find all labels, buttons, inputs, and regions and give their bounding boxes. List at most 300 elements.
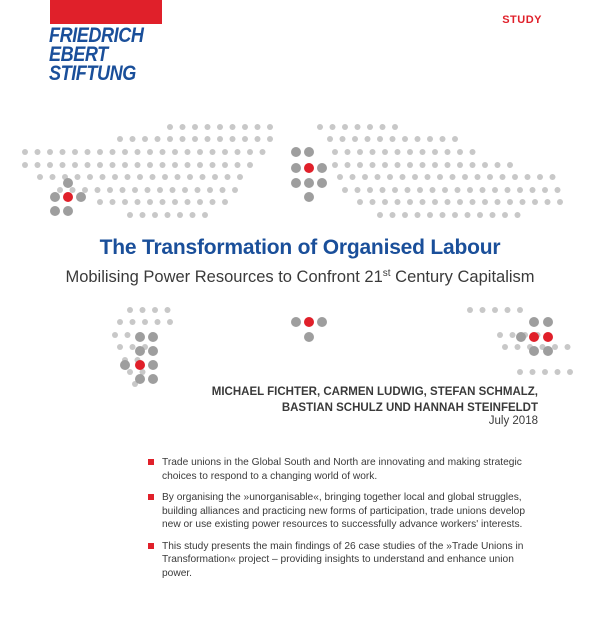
map-dot [242, 124, 248, 130]
map-dot [529, 317, 539, 327]
map-dot [380, 124, 386, 130]
map-dot [205, 136, 211, 142]
map-dot [160, 162, 166, 168]
map-dot [197, 199, 203, 205]
map-dot [222, 149, 228, 155]
map-dot [495, 199, 501, 205]
map-dot [495, 162, 501, 168]
map-dot [185, 199, 191, 205]
map-dot [291, 163, 301, 173]
map-dot [345, 162, 351, 168]
map-dot [22, 162, 28, 168]
map-dot [185, 149, 191, 155]
map-dot [135, 374, 145, 384]
map-dot [327, 136, 333, 142]
map-dot [165, 212, 171, 218]
map-dot [135, 360, 145, 370]
map-dot [490, 212, 496, 218]
map-dot [117, 344, 123, 350]
map-dot [525, 174, 531, 180]
map-dot [502, 344, 508, 350]
map-dot [557, 199, 563, 205]
map-dot [317, 124, 323, 130]
map-dot [395, 162, 401, 168]
map-dot [140, 307, 146, 313]
map-dot [85, 149, 91, 155]
map-dot [407, 149, 413, 155]
map-dot [445, 199, 451, 205]
subtitle-part-1: Mobilising Power Resources to Confront 21 [65, 268, 383, 286]
map-dot [217, 124, 223, 130]
map-dot [122, 199, 128, 205]
logo-line-1: FRIEDRICH [49, 24, 144, 47]
map-dot [317, 178, 327, 188]
map-dot [452, 136, 458, 142]
map-dot [552, 344, 558, 350]
map-dot [437, 174, 443, 180]
map-dot [222, 162, 228, 168]
map-dot [97, 162, 103, 168]
map-dot [232, 187, 238, 193]
map-dot [332, 162, 338, 168]
map-dot [170, 187, 176, 193]
map-dot [555, 187, 561, 193]
map-dot [450, 174, 456, 180]
map-dot [57, 187, 63, 193]
map-dot [355, 187, 361, 193]
map-dot [197, 162, 203, 168]
map-dot [555, 369, 561, 375]
map-dot [395, 149, 401, 155]
map-dot [530, 187, 536, 193]
map-dot [255, 124, 261, 130]
map-dot [517, 369, 523, 375]
map-dot [185, 162, 191, 168]
map-dot [63, 206, 73, 216]
map-dot [125, 174, 131, 180]
map-dot [457, 162, 463, 168]
map-dot [50, 174, 56, 180]
map-dot [197, 149, 203, 155]
map-dot [492, 187, 498, 193]
map-dot [392, 187, 398, 193]
map-dot [122, 162, 128, 168]
map-dot [50, 192, 60, 202]
map-dot [63, 192, 73, 202]
map-dot [242, 136, 248, 142]
map-dot [392, 124, 398, 130]
map-dot [172, 149, 178, 155]
map-dot [148, 360, 158, 370]
map-dot [230, 136, 236, 142]
map-dot [497, 332, 503, 338]
key-point [148, 540, 540, 581]
map-dot [357, 199, 363, 205]
study-label: STUDY [502, 14, 542, 26]
map-dot [507, 162, 513, 168]
map-dot [457, 199, 463, 205]
map-dot [420, 199, 426, 205]
map-dot [63, 178, 73, 188]
map-dot [291, 147, 301, 157]
map-dot [110, 149, 116, 155]
map-dot [543, 317, 553, 327]
map-dot [482, 162, 488, 168]
map-dot [152, 212, 158, 218]
map-dot [148, 346, 158, 356]
map-dot [155, 136, 161, 142]
map-dot [135, 346, 145, 356]
key-point-text: Trade unions in the Global South and North are innovating and making strategic choices to respond to a changing world of work. [162, 457, 522, 482]
map-dot [337, 174, 343, 180]
map-dot [457, 149, 463, 155]
map-dot [517, 187, 523, 193]
map-dot [147, 149, 153, 155]
map-dot [432, 162, 438, 168]
subtitle-superscript: st [382, 268, 391, 279]
map-dot [135, 162, 141, 168]
map-dot [304, 147, 314, 157]
map-dot [432, 149, 438, 155]
map-dot [430, 187, 436, 193]
map-dot [345, 149, 351, 155]
map-dot [375, 174, 381, 180]
map-dot [152, 307, 158, 313]
map-dot [225, 174, 231, 180]
map-dot [505, 307, 511, 313]
map-dot [72, 162, 78, 168]
map-dot [529, 346, 539, 356]
map-dot [465, 212, 471, 218]
map-dot [110, 162, 116, 168]
map-dot [37, 174, 43, 180]
map-dot [192, 136, 198, 142]
map-dot [342, 187, 348, 193]
map-dot [172, 199, 178, 205]
map-dot [76, 192, 86, 202]
map-dot [330, 124, 336, 130]
map-dot [122, 149, 128, 155]
map-dot [35, 162, 41, 168]
map-dot [87, 174, 93, 180]
map-dot [500, 174, 506, 180]
map-dot [142, 319, 148, 325]
map-dot [140, 212, 146, 218]
map-dot [440, 136, 446, 142]
map-dot [442, 187, 448, 193]
map-dot [200, 174, 206, 180]
map-dot [427, 212, 433, 218]
document-subtitle [0, 268, 600, 287]
map-dot [492, 307, 498, 313]
map-dot [516, 332, 526, 342]
map-dot [135, 199, 141, 205]
map-dot [462, 174, 468, 180]
map-dot [220, 187, 226, 193]
map-dot [370, 162, 376, 168]
map-dot [148, 374, 158, 384]
map-dot [142, 136, 148, 142]
map-dot [543, 332, 553, 342]
map-dot [520, 199, 526, 205]
map-dot [304, 332, 314, 342]
map-dot [291, 178, 301, 188]
map-dot [537, 174, 543, 180]
key-point [148, 456, 540, 483]
map-dot [415, 136, 421, 142]
map-dot [157, 187, 163, 193]
map-dot [542, 187, 548, 193]
authors-block [212, 384, 538, 416]
map-dot [507, 199, 513, 205]
map-dot [425, 174, 431, 180]
map-dot [85, 162, 91, 168]
map-dot [395, 199, 401, 205]
map-dot [130, 344, 136, 350]
map-dot [487, 174, 493, 180]
map-dot [377, 136, 383, 142]
map-dot [467, 307, 473, 313]
map-dot [432, 199, 438, 205]
document-title: The Transformation of Organised Labour [99, 236, 501, 259]
map-dot [505, 187, 511, 193]
map-dot [135, 149, 141, 155]
map-dot [545, 199, 551, 205]
map-dot [370, 199, 376, 205]
map-dot [172, 162, 178, 168]
map-dot [212, 174, 218, 180]
map-dot [342, 124, 348, 130]
map-dot [515, 344, 521, 350]
bullet-square-icon [148, 494, 154, 500]
map-dot [137, 174, 143, 180]
map-dot [148, 332, 158, 342]
map-dot [412, 174, 418, 180]
map-dot [377, 212, 383, 218]
map-dot [112, 174, 118, 180]
map-dot [60, 162, 66, 168]
map-dot [515, 212, 521, 218]
map-dot [202, 212, 208, 218]
map-dot [72, 149, 78, 155]
map-dot [210, 162, 216, 168]
map-dot [247, 149, 253, 155]
map-dot [180, 124, 186, 130]
map-dot [147, 199, 153, 205]
map-dot [517, 307, 523, 313]
map-dot [192, 124, 198, 130]
map-dot [390, 136, 396, 142]
map-dot [350, 174, 356, 180]
map-dot [529, 332, 539, 342]
map-dot [380, 187, 386, 193]
map-dot [357, 162, 363, 168]
key-point-text: By organising the »unorganisable«, bringing together local and global struggles, building alliances and practicing new forms of participation, trade unions develop new or use existing power resources to successfully advance workers' interests. [162, 492, 526, 530]
map-dot [47, 149, 53, 155]
map-dot [532, 199, 538, 205]
map-dot [427, 136, 433, 142]
map-dot [407, 199, 413, 205]
map-dot [402, 136, 408, 142]
map-dot [112, 332, 118, 338]
map-dot [95, 187, 101, 193]
map-dot [182, 187, 188, 193]
bullet-square-icon [148, 543, 154, 549]
map-dot [60, 149, 66, 155]
map-dot [452, 212, 458, 218]
map-dot [135, 332, 145, 342]
map-dot [180, 136, 186, 142]
map-dot [235, 149, 241, 155]
map-dot [304, 317, 314, 327]
map-dot [390, 212, 396, 218]
map-dot [357, 149, 363, 155]
map-dot [291, 317, 301, 327]
key-point-text: This study presents the main findings of 26 case studies of the »Trade Unions in Transformation« project – providing insights to understand and enhance union power. [162, 540, 524, 579]
map-dot [187, 174, 193, 180]
map-dot [467, 187, 473, 193]
map-dot [130, 136, 136, 142]
map-dot [247, 162, 253, 168]
map-dot [317, 317, 327, 327]
map-dot [470, 199, 476, 205]
map-dot [160, 149, 166, 155]
map-dot [304, 178, 314, 188]
map-dot [100, 174, 106, 180]
map-dot [255, 136, 261, 142]
map-dot [162, 174, 168, 180]
map-dot [512, 174, 518, 180]
map-dot [165, 307, 171, 313]
map-dot [367, 187, 373, 193]
map-dot [125, 332, 131, 338]
map-dot [550, 174, 556, 180]
map-dot [235, 162, 241, 168]
map-dot [382, 162, 388, 168]
map-dot [230, 124, 236, 130]
key-points-list [148, 456, 540, 588]
map-dot [502, 212, 508, 218]
map-dot [237, 174, 243, 180]
map-dot [167, 124, 173, 130]
map-dot [352, 136, 358, 142]
map-dot [480, 307, 486, 313]
map-dot [470, 162, 476, 168]
map-dot [147, 162, 153, 168]
map-dot [120, 360, 130, 370]
map-dot [82, 187, 88, 193]
map-dot [267, 124, 273, 130]
map-dot [75, 174, 81, 180]
map-dot [382, 199, 388, 205]
map-dot [117, 136, 123, 142]
map-dot [400, 174, 406, 180]
map-dot [304, 163, 314, 173]
logo-line-3: STIFTUNG [49, 62, 136, 85]
map-dot [205, 124, 211, 130]
map-dot [190, 212, 196, 218]
map-dot [22, 149, 28, 155]
map-dot [150, 174, 156, 180]
map-dot [482, 199, 488, 205]
map-dot [370, 149, 376, 155]
map-dot [117, 319, 123, 325]
map-dot [210, 199, 216, 205]
map-dot [565, 344, 571, 350]
map-dot [402, 212, 408, 218]
bullet-square-icon [148, 459, 154, 465]
map-dot [267, 136, 273, 142]
map-dot [340, 136, 346, 142]
map-dot [475, 174, 481, 180]
map-dot [107, 187, 113, 193]
map-dot [355, 124, 361, 130]
map-dot [420, 162, 426, 168]
map-dot [382, 149, 388, 155]
map-dot [160, 199, 166, 205]
map-dot [175, 174, 181, 180]
key-point [148, 491, 540, 532]
map-dot [440, 212, 446, 218]
subtitle-part-2: Century Capitalism [390, 268, 535, 286]
map-dot [127, 212, 133, 218]
map-dot [407, 162, 413, 168]
map-dot [195, 187, 201, 193]
map-dot [207, 187, 213, 193]
map-dot [132, 187, 138, 193]
map-dot [510, 332, 516, 338]
map-dot [367, 124, 373, 130]
map-dot [542, 369, 548, 375]
map-dot [365, 136, 371, 142]
map-dot [130, 319, 136, 325]
map-dot [167, 319, 173, 325]
map-dot [47, 162, 53, 168]
logo-line-2: EBERT [49, 43, 108, 66]
map-dot [470, 149, 476, 155]
map-dot [567, 369, 573, 375]
authors-line-1: MICHAEL FICHTER, CARMEN LUDWIG, STEFAN SCHMALZ, [211, 386, 538, 398]
map-dot [543, 346, 553, 356]
map-dot [362, 174, 368, 180]
map-dot [155, 319, 161, 325]
map-dot [387, 174, 393, 180]
map-dot [332, 149, 338, 155]
map-dot [445, 162, 451, 168]
map-dot [260, 149, 266, 155]
map-dot [50, 206, 60, 216]
map-dot [405, 187, 411, 193]
map-dot [110, 199, 116, 205]
map-dot [127, 369, 133, 375]
publication-date: July 2018 [488, 415, 538, 427]
map-dot [70, 187, 76, 193]
map-dot [145, 187, 151, 193]
map-dot [35, 149, 41, 155]
map-dot [417, 187, 423, 193]
map-dot [445, 149, 451, 155]
map-dot [304, 192, 314, 202]
map-dot [415, 212, 421, 218]
authors-line-2: BASTIAN SCHULZ UND HANNAH STEINFELDT [281, 402, 538, 414]
map-dot [222, 199, 228, 205]
map-dot [455, 187, 461, 193]
map-dot [127, 307, 133, 313]
map-dot [420, 149, 426, 155]
map-dot [210, 149, 216, 155]
map-dot [317, 163, 327, 173]
map-dot [530, 369, 536, 375]
